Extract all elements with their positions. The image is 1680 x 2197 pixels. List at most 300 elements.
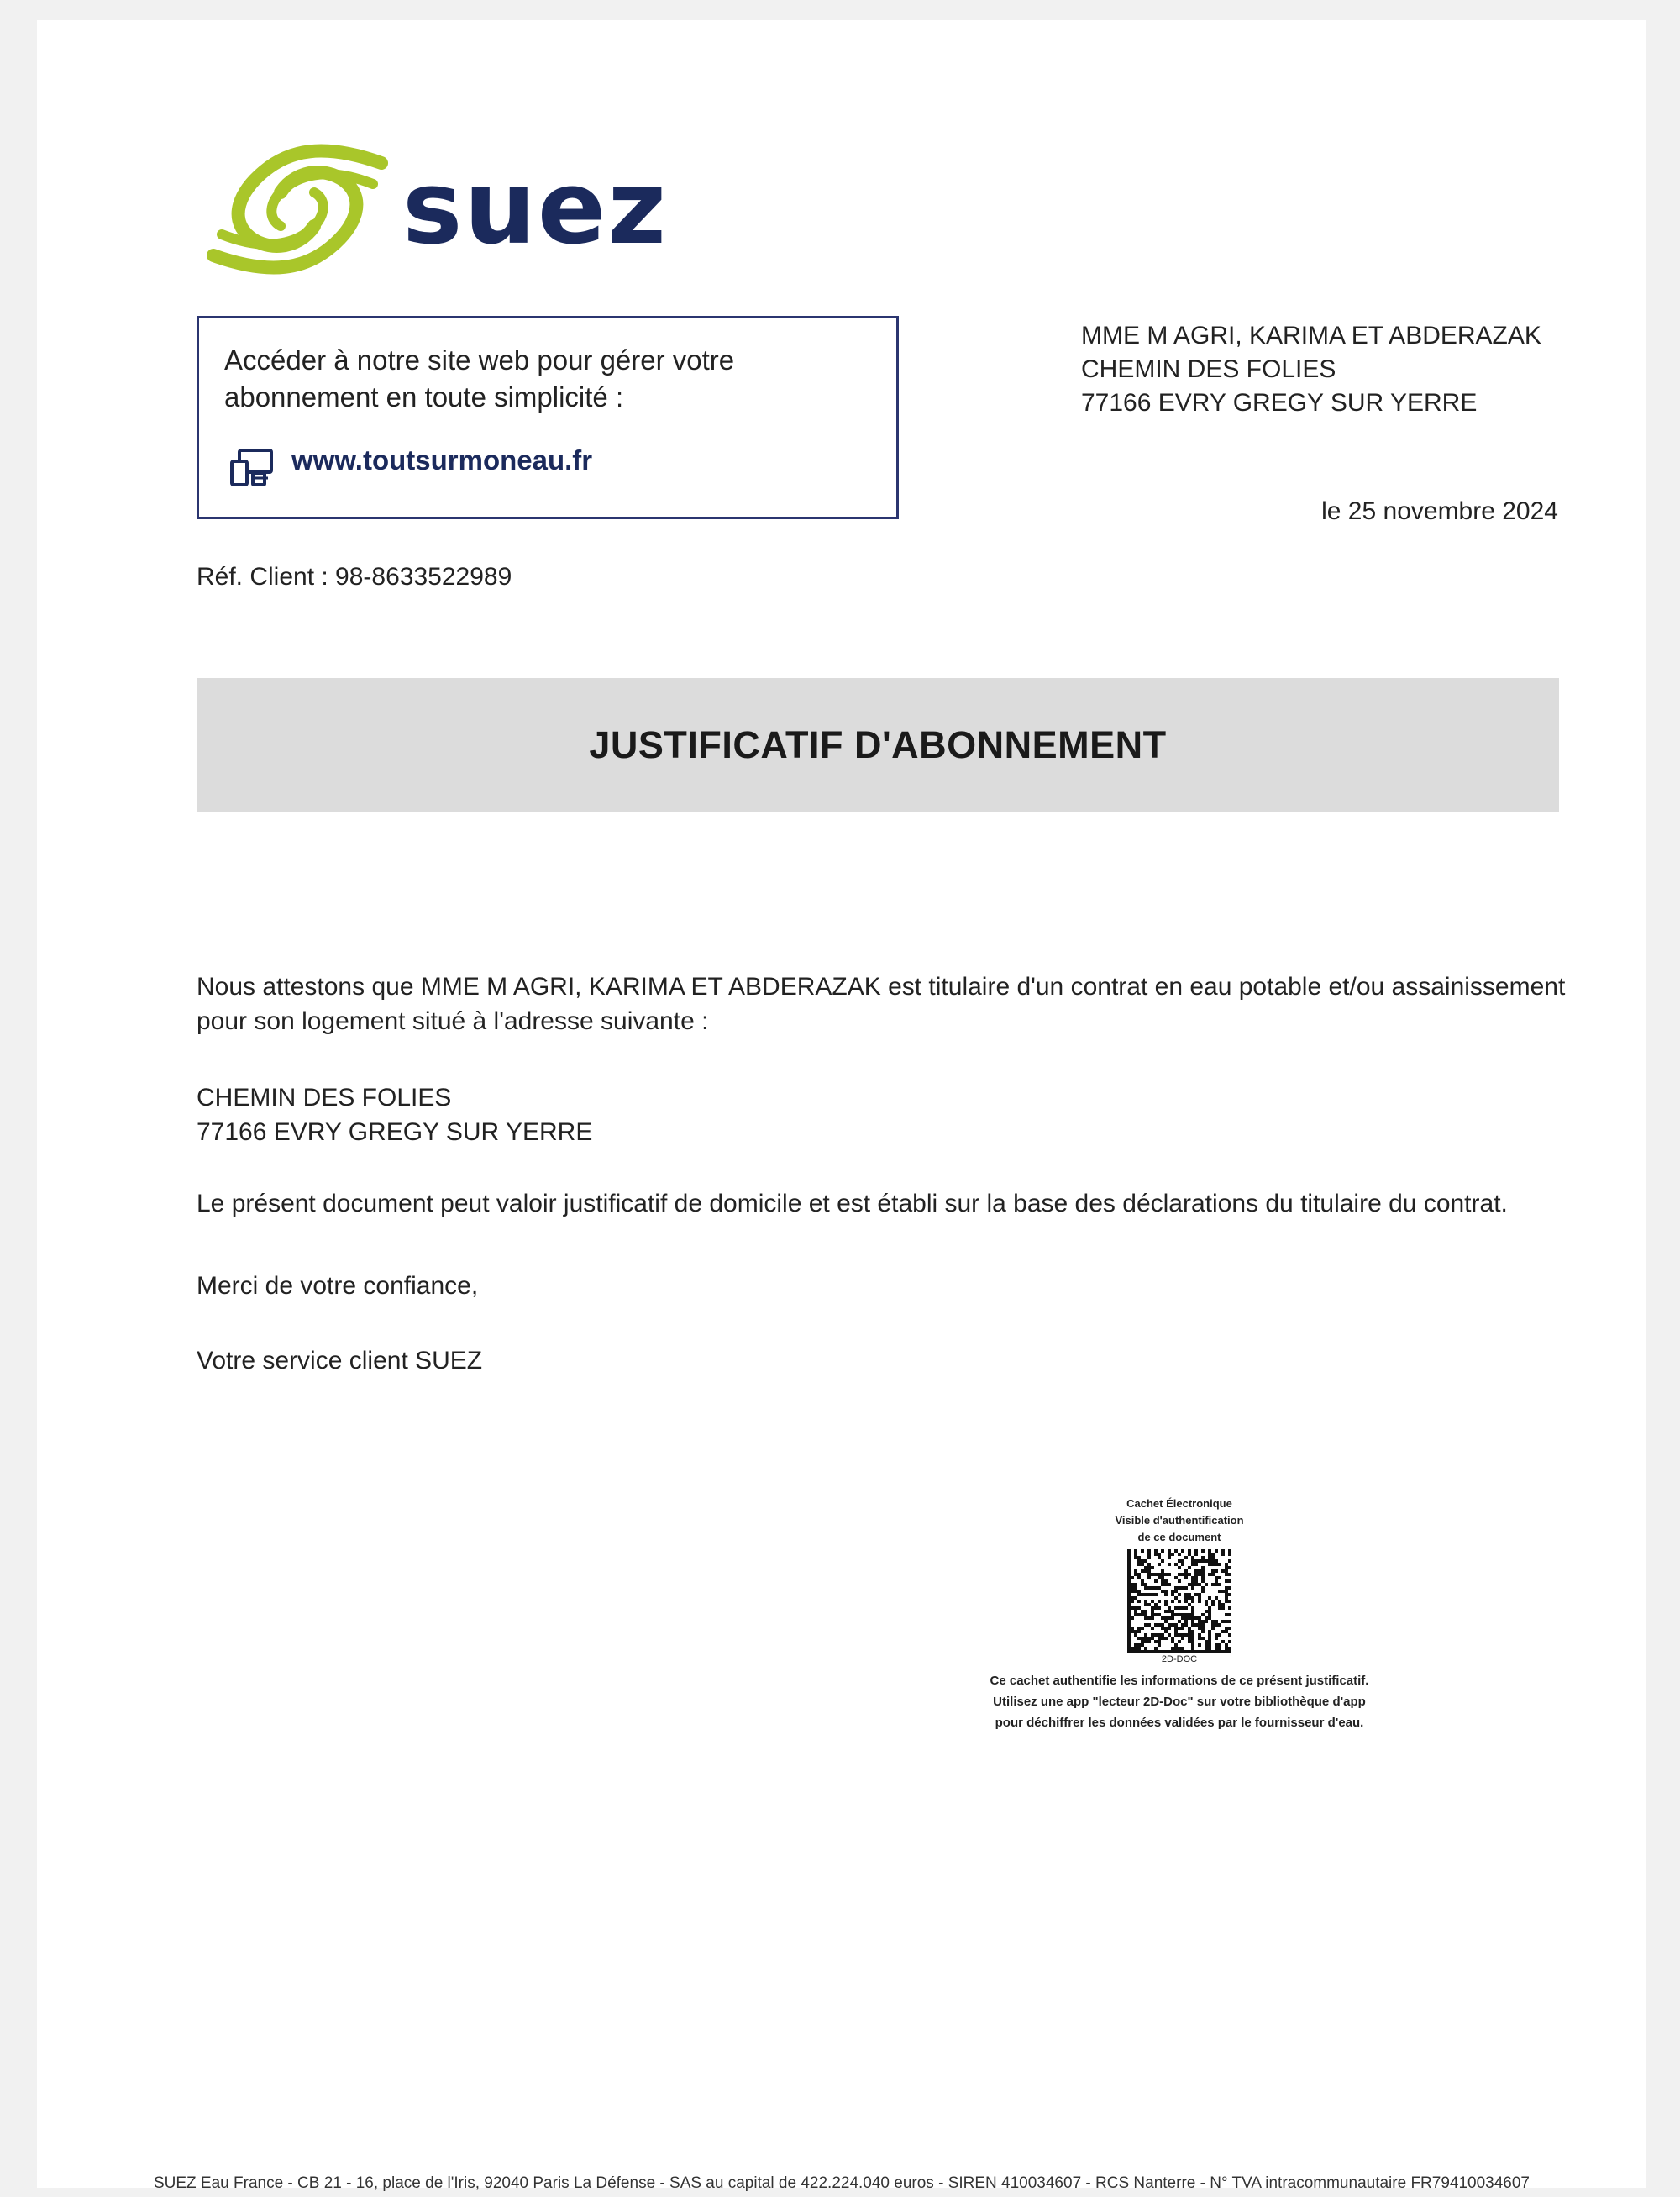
code-module (1127, 1637, 1131, 1640)
code-module (1171, 1637, 1174, 1640)
code-module (1191, 1633, 1194, 1637)
code-module (1191, 1643, 1194, 1647)
code-module (1228, 1627, 1231, 1630)
code-module (1201, 1613, 1205, 1616)
code-module (1215, 1637, 1218, 1640)
code-module (1181, 1647, 1184, 1650)
code-module (1178, 1613, 1181, 1616)
code-module (1225, 1627, 1228, 1630)
code-module (1211, 1623, 1215, 1627)
code-module (1225, 1590, 1228, 1593)
code-module (1141, 1559, 1144, 1563)
code-module (1191, 1586, 1194, 1590)
code-module (1205, 1620, 1208, 1623)
code-module (1201, 1637, 1205, 1640)
code-module (1134, 1643, 1137, 1647)
code-module (1201, 1579, 1205, 1583)
code-module (1131, 1596, 1134, 1600)
code-module (1151, 1650, 1154, 1653)
code-module (1168, 1627, 1171, 1630)
code-module (1225, 1579, 1228, 1583)
code-module (1208, 1613, 1211, 1616)
electronic-stamp (961, 1495, 1398, 1733)
code-module (1127, 1606, 1131, 1610)
code-module (1194, 1579, 1198, 1583)
code-module (1181, 1586, 1184, 1590)
code-module (1225, 1596, 1228, 1600)
code-module (1218, 1650, 1221, 1653)
code-module (1147, 1563, 1151, 1566)
code-module (1144, 1559, 1147, 1563)
code-module (1181, 1633, 1184, 1637)
code-module (1127, 1593, 1131, 1596)
code-module (1191, 1613, 1194, 1616)
code-module (1201, 1576, 1205, 1579)
code-module (1201, 1627, 1205, 1630)
code-module (1151, 1637, 1154, 1640)
code-module (1198, 1593, 1201, 1596)
code-module (1127, 1630, 1131, 1633)
website-box-line-2: abonnement en toute simplicité : (224, 381, 624, 413)
code-module (1131, 1647, 1134, 1650)
code-module (1188, 1553, 1191, 1556)
code-module (1137, 1650, 1141, 1653)
code-module (1127, 1556, 1131, 1559)
code-module (1141, 1650, 1144, 1653)
code-module (1168, 1610, 1171, 1613)
code-module (1174, 1606, 1178, 1610)
code-module (1218, 1606, 1221, 1610)
code-module (1188, 1633, 1191, 1637)
code-module (1211, 1573, 1215, 1576)
code-module (1144, 1603, 1147, 1606)
code-module (1215, 1643, 1218, 1647)
code-module (1168, 1553, 1171, 1556)
code-module (1178, 1627, 1181, 1630)
code-module (1225, 1569, 1228, 1573)
code-module (1228, 1549, 1231, 1553)
code-module (1127, 1579, 1131, 1583)
code-module (1228, 1640, 1231, 1643)
code-module (1147, 1593, 1151, 1596)
code-module (1158, 1650, 1161, 1653)
code-module (1158, 1606, 1161, 1610)
recipient-address-block (1081, 319, 1585, 420)
code-module (1191, 1630, 1194, 1633)
code-module (1188, 1637, 1191, 1640)
code-module (1198, 1573, 1201, 1576)
code-module (1215, 1549, 1218, 1553)
code-module (1161, 1549, 1164, 1553)
attestation-line-1: Nous attestons que MME M AGRI, KARIMA ET ABDERAZAK est titulaire d'un contrat en eau potable et/ou assainissement (197, 973, 1566, 1001)
code-module (1208, 1556, 1211, 1559)
code-module (1171, 1640, 1174, 1643)
code-module (1134, 1553, 1137, 1556)
code-module (1154, 1647, 1158, 1650)
code-module (1194, 1553, 1198, 1556)
code-module (1147, 1623, 1151, 1627)
code-module (1198, 1620, 1201, 1623)
code-module (1178, 1579, 1181, 1583)
code-module (1208, 1596, 1211, 1600)
code-module (1178, 1573, 1181, 1576)
code-module (1211, 1583, 1215, 1586)
code-module (1215, 1559, 1218, 1563)
code-module (1184, 1613, 1188, 1616)
code-module (1141, 1579, 1144, 1583)
code-module (1178, 1553, 1181, 1556)
code-module (1164, 1630, 1168, 1633)
code-module (1131, 1586, 1134, 1590)
code-module (1205, 1616, 1208, 1620)
code-module (1218, 1623, 1221, 1627)
document-title: JUSTIFICATIF D'ABONNEMENT (589, 723, 1167, 766)
code-module (1134, 1633, 1137, 1637)
code-module (1208, 1630, 1211, 1633)
code-module (1147, 1556, 1151, 1559)
code-module (1171, 1647, 1174, 1650)
code-module (1194, 1583, 1198, 1586)
code-module (1154, 1606, 1158, 1610)
code-module (1154, 1579, 1158, 1583)
code-module (1225, 1643, 1228, 1647)
code-module (1134, 1583, 1137, 1586)
code-module (1158, 1553, 1161, 1556)
attestation-paragraph (197, 970, 1574, 1038)
code-module (1131, 1590, 1134, 1593)
code-module (1205, 1640, 1208, 1643)
code-module (1194, 1563, 1198, 1566)
code-module (1211, 1603, 1215, 1606)
code-module (1208, 1637, 1211, 1640)
code-module (1147, 1573, 1151, 1576)
code-module (1127, 1616, 1131, 1620)
code-module (1198, 1623, 1201, 1627)
code-module (1141, 1593, 1144, 1596)
code-module (1174, 1563, 1178, 1566)
code-module (1184, 1616, 1188, 1620)
code-module (1164, 1590, 1168, 1593)
code-module (1134, 1630, 1137, 1633)
statement-paragraph: Le présent document peut valoir justificatif de domicile et est établi sur la base des déclarations du titulaire du contrat. (197, 1190, 1508, 1217)
website-box-line-1: Accéder à notre site web pour gérer votre (224, 344, 735, 376)
code-module (1221, 1603, 1225, 1606)
code-module (1147, 1586, 1151, 1590)
code-module (1127, 1563, 1131, 1566)
stamp-code-label: 2D-DOC (1161, 1654, 1198, 1664)
code-module (1161, 1633, 1164, 1637)
code-module (1198, 1569, 1201, 1573)
code-module (1215, 1647, 1218, 1650)
code-module (1194, 1573, 1198, 1576)
code-module (1168, 1563, 1171, 1566)
code-module (1184, 1593, 1188, 1596)
code-module (1181, 1627, 1184, 1630)
code-module (1137, 1573, 1141, 1576)
code-module (1178, 1566, 1181, 1569)
code-module (1221, 1606, 1225, 1610)
code-module (1211, 1620, 1215, 1623)
code-module (1221, 1553, 1225, 1556)
code-module (1174, 1623, 1178, 1627)
code-module (1144, 1616, 1147, 1620)
code-module (1171, 1600, 1174, 1603)
code-module (1144, 1586, 1147, 1590)
code-module (1205, 1647, 1208, 1650)
code-module (1147, 1549, 1151, 1553)
code-module (1144, 1613, 1147, 1616)
code-module (1127, 1627, 1131, 1630)
code-module (1218, 1576, 1221, 1579)
code-module (1127, 1603, 1131, 1606)
code-module (1225, 1613, 1228, 1616)
code-module (1211, 1569, 1215, 1573)
code-module (1144, 1640, 1147, 1643)
code-module (1164, 1600, 1168, 1603)
code-module (1171, 1610, 1174, 1613)
code-module (1141, 1610, 1144, 1613)
code-module (1127, 1586, 1131, 1590)
code-module (1131, 1630, 1134, 1633)
code-module (1218, 1603, 1221, 1606)
code-module (1147, 1566, 1151, 1569)
code-module (1134, 1596, 1137, 1600)
code-module (1184, 1569, 1188, 1573)
code-module (1137, 1576, 1141, 1579)
code-module (1151, 1593, 1154, 1596)
code-module (1184, 1586, 1188, 1590)
code-module (1205, 1600, 1208, 1603)
document-title-bar (197, 678, 1559, 812)
code-module (1174, 1643, 1178, 1647)
code-module (1211, 1563, 1215, 1566)
code-module (1131, 1576, 1134, 1579)
code-module (1228, 1579, 1231, 1583)
code-module (1228, 1633, 1231, 1637)
code-module (1191, 1579, 1194, 1583)
code-module (1171, 1593, 1174, 1596)
code-module (1178, 1620, 1181, 1623)
code-module (1218, 1633, 1221, 1637)
document-page (37, 20, 1646, 2192)
code-module (1181, 1613, 1184, 1616)
code-module (1221, 1620, 1225, 1623)
code-module (1141, 1640, 1144, 1643)
code-module (1191, 1583, 1194, 1586)
code-module (1151, 1610, 1154, 1613)
code-module (1188, 1616, 1191, 1620)
code-module (1205, 1610, 1208, 1613)
code-module (1205, 1603, 1208, 1606)
code-module (1191, 1596, 1194, 1600)
code-module (1171, 1590, 1174, 1593)
code-module (1174, 1596, 1178, 1600)
code-module (1205, 1643, 1208, 1647)
code-module (1198, 1637, 1201, 1640)
code-module (1154, 1613, 1158, 1616)
code-module (1161, 1590, 1164, 1593)
suez-logo (197, 125, 743, 293)
code-module (1218, 1563, 1221, 1566)
code-module (1181, 1573, 1184, 1576)
code-module (1221, 1650, 1225, 1653)
suez-logo-wordmark: suez (402, 150, 669, 267)
code-module (1194, 1593, 1198, 1596)
code-module (1168, 1616, 1171, 1620)
code-module (1194, 1559, 1198, 1563)
code-module (1161, 1583, 1164, 1586)
code-module (1164, 1620, 1168, 1623)
code-module (1218, 1643, 1221, 1647)
code-module (1198, 1596, 1201, 1600)
code-module (1131, 1606, 1134, 1610)
code-module (1228, 1593, 1231, 1596)
code-module (1134, 1573, 1137, 1576)
code-module (1198, 1583, 1201, 1586)
2d-doc-code (1127, 1549, 1231, 1653)
code-module (1154, 1623, 1158, 1627)
code-module (1201, 1586, 1205, 1590)
code-module (1164, 1583, 1168, 1586)
code-module (1141, 1637, 1144, 1640)
code-module (1221, 1569, 1225, 1573)
code-module (1158, 1613, 1161, 1616)
code-module (1178, 1559, 1181, 1563)
code-module (1144, 1633, 1147, 1637)
code-module (1164, 1616, 1168, 1620)
code-module (1134, 1549, 1137, 1553)
housing-address (197, 1080, 1574, 1149)
code-module (1191, 1616, 1194, 1620)
code-module (1154, 1553, 1158, 1556)
code-module (1201, 1573, 1205, 1576)
code-module (1215, 1576, 1218, 1579)
code-module (1164, 1603, 1168, 1606)
code-module (1184, 1633, 1188, 1637)
code-module (1151, 1613, 1154, 1616)
code-module (1151, 1586, 1154, 1590)
code-module (1127, 1569, 1131, 1573)
code-module (1208, 1573, 1211, 1576)
website-link[interactable]: www.toutsurmoneau.fr (291, 444, 593, 476)
code-module (1221, 1630, 1225, 1633)
code-module (1127, 1643, 1131, 1647)
code-module (1127, 1613, 1131, 1616)
code-module (1168, 1606, 1171, 1610)
code-module (1208, 1606, 1211, 1610)
code-module (1205, 1650, 1208, 1653)
code-module (1131, 1616, 1134, 1620)
code-module (1154, 1603, 1158, 1606)
code-module (1188, 1583, 1191, 1586)
code-module (1194, 1576, 1198, 1579)
code-module (1131, 1583, 1134, 1586)
signature-line: Votre service client SUEZ (197, 1347, 483, 1374)
code-module (1178, 1600, 1181, 1603)
code-module (1228, 1647, 1231, 1650)
code-module (1191, 1563, 1194, 1566)
code-module (1161, 1576, 1164, 1579)
code-module (1144, 1600, 1147, 1603)
code-module (1134, 1606, 1137, 1610)
code-module (1141, 1569, 1144, 1573)
code-module (1161, 1573, 1164, 1576)
code-module (1225, 1630, 1228, 1633)
code-module (1188, 1627, 1191, 1630)
code-module (1191, 1623, 1194, 1627)
code-module (1208, 1647, 1211, 1650)
code-module (1201, 1623, 1205, 1627)
code-module (1151, 1616, 1154, 1620)
code-module (1154, 1586, 1158, 1590)
code-module (1147, 1553, 1151, 1556)
code-module (1215, 1579, 1218, 1583)
code-module (1181, 1563, 1184, 1566)
code-module (1191, 1559, 1194, 1563)
code-module (1174, 1647, 1178, 1650)
code-module (1154, 1549, 1158, 1553)
code-module (1127, 1623, 1131, 1627)
code-module (1158, 1556, 1161, 1559)
code-module (1184, 1606, 1188, 1610)
code-module (1168, 1556, 1171, 1559)
code-module (1201, 1566, 1205, 1569)
code-module (1168, 1573, 1171, 1576)
code-module (1147, 1603, 1151, 1606)
code-module (1168, 1583, 1171, 1586)
code-module (1194, 1569, 1198, 1573)
code-module (1168, 1549, 1171, 1553)
code-module (1208, 1610, 1211, 1613)
code-module (1137, 1643, 1141, 1647)
legal-footer: SUEZ Eau France - CB 21 - 16, place de l'Iris, 92040 Paris La Défense - SAS au capital de 422.224.040 euros - SIREN 410034607 - RCS Nanterre - N° TVA intracommunautaire FR79410034607 (153, 2174, 1530, 2192)
code-module (1208, 1549, 1211, 1553)
code-module (1201, 1630, 1205, 1633)
code-module (1134, 1586, 1137, 1590)
suez-logo-swirl (213, 151, 381, 268)
code-module (1221, 1640, 1225, 1643)
housing-address-street: CHEMIN DES FOLIES (197, 1084, 452, 1112)
code-module (1171, 1553, 1174, 1556)
code-module (1141, 1549, 1144, 1553)
code-module (1158, 1643, 1161, 1647)
code-module (1205, 1559, 1208, 1563)
code-module (1181, 1623, 1184, 1627)
code-module (1164, 1627, 1168, 1630)
code-module (1181, 1606, 1184, 1610)
code-module (1144, 1569, 1147, 1573)
code-module (1198, 1650, 1201, 1653)
code-module (1188, 1630, 1191, 1633)
code-module (1208, 1559, 1211, 1563)
code-module (1144, 1637, 1147, 1640)
code-module (1134, 1556, 1137, 1559)
code-module (1228, 1620, 1231, 1623)
code-module (1161, 1637, 1164, 1640)
code-module (1141, 1563, 1144, 1566)
code-module (1158, 1633, 1161, 1637)
code-module (1147, 1616, 1151, 1620)
code-module (1158, 1586, 1161, 1590)
code-module (1158, 1637, 1161, 1640)
code-module (1174, 1576, 1178, 1579)
code-module (1164, 1637, 1168, 1640)
code-module (1208, 1563, 1211, 1566)
code-module (1154, 1633, 1158, 1637)
code-module (1161, 1579, 1164, 1583)
code-module (1147, 1637, 1151, 1640)
code-module (1144, 1610, 1147, 1613)
